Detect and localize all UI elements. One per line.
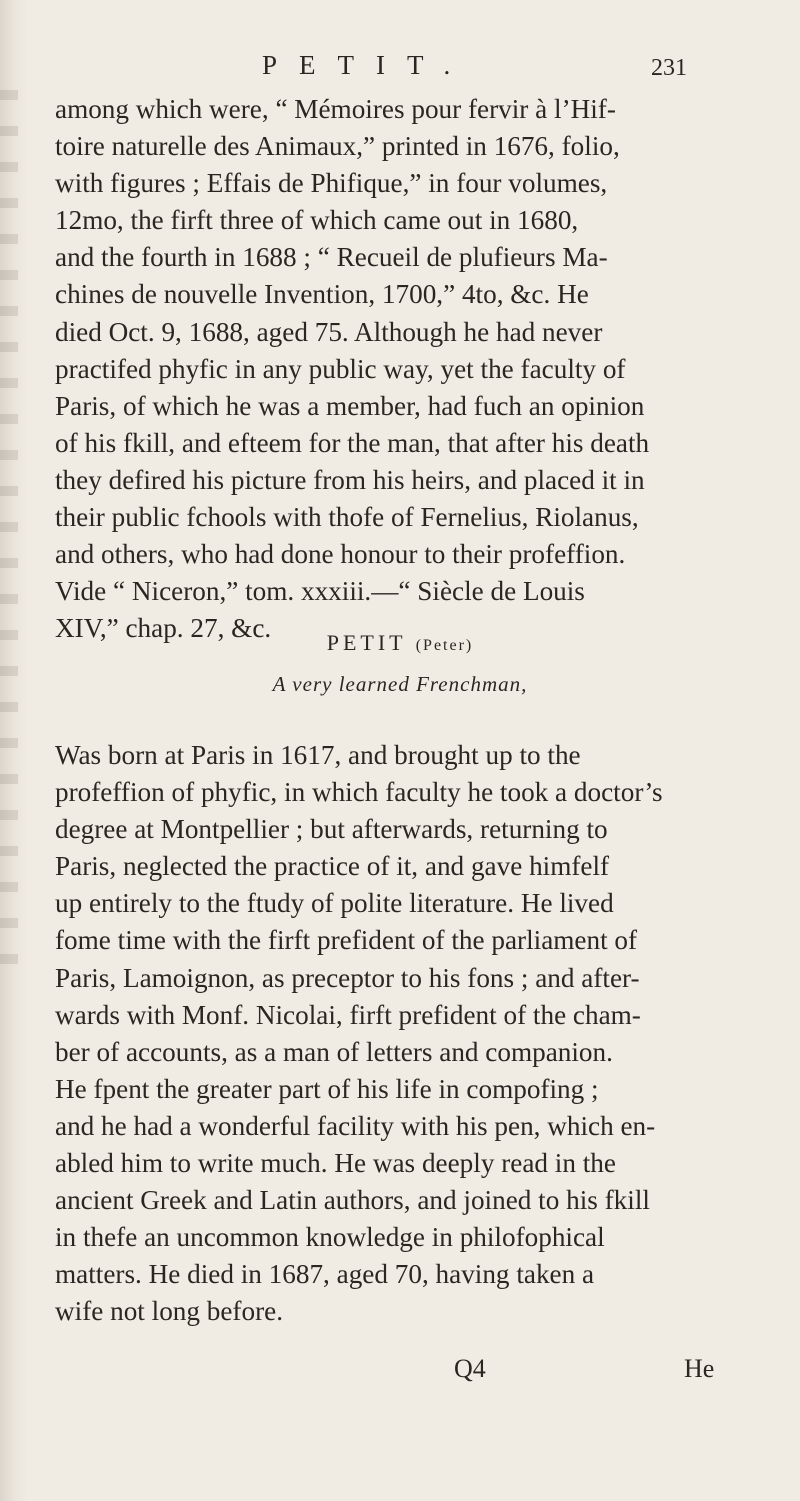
text-line: their public fchools with thofe of Fernelius, Riolanus, xyxy=(55,502,639,533)
section-subtitle: A very learned Frenchman, xyxy=(272,672,528,696)
text-line: and others, who had done honour to their profeffion. xyxy=(55,539,626,570)
text-line: ber of accounts, as a man of letters and companion. xyxy=(55,1036,613,1067)
article-paragraph-continued xyxy=(55,91,755,647)
article-paragraph xyxy=(55,737,755,1331)
text-line: with figures ; Effais de Phifique,” in four volumes, xyxy=(55,168,608,199)
section-heading xyxy=(0,630,800,656)
text-line: Paris, of which he was a member, had fuch an opinion xyxy=(55,390,645,421)
text-line: fome time with the firft prefident of the parliament of xyxy=(55,925,638,956)
text-line: up entirely to the ftudy of polite literature. He lived xyxy=(55,888,614,919)
text-line: practifed phyfic in any public way, yet the faculty of xyxy=(55,353,626,384)
text-line: among which were, “ Mémoires pour fervir à l’Hif- xyxy=(55,94,616,124)
text-line: Vide “ Niceron,” tom. xxxiii.—“ Siècle de Louis xyxy=(55,576,585,607)
text-line: toire naturelle des Animaux,” printed in 1676, folio, xyxy=(55,131,620,162)
text-line: degree at Montpellier ; but afterwards, returning to xyxy=(55,814,608,845)
text-line: Paris, neglected the practice of it, and gave himfelf xyxy=(55,851,610,882)
page-number: 231 xyxy=(651,55,687,81)
text-line: in thefe an uncommon knowledge in philofophical xyxy=(55,1222,605,1253)
heading-surname: PETIT xyxy=(326,630,407,655)
text-line: matters. He died in 1687, aged 70, having taken a xyxy=(55,1259,595,1290)
text-line: He fpent the greater part of his life in compofing ; xyxy=(55,1073,599,1104)
text-line: died Oct. 9, 1688, aged 75. Although he had never xyxy=(55,316,603,347)
text-line: chines de nouvelle Invention, 1700,” 4to, &c. He xyxy=(55,279,589,310)
gutter-shadow xyxy=(0,90,18,990)
text-line: of his fkill, and efteem for the man, that after his death xyxy=(55,427,650,458)
text-line: and he had a wonderful facility with his pen, which en- xyxy=(55,1110,656,1141)
text-line: Paris, Lamoignon, as preceptor to his fons ; and after- xyxy=(55,962,640,993)
text-line: and the fourth in 1688 ; “ Recueil de plufieurs Ma- xyxy=(55,242,608,273)
catchword: He xyxy=(684,1354,715,1383)
text-line: Was born at Paris in 1617, and brought up to the xyxy=(55,740,581,770)
text-line: 12mo, the firft three of which came out in 1680, xyxy=(55,205,579,236)
heading-forename: (Peter) xyxy=(415,637,474,654)
running-head: PETIT. xyxy=(262,50,473,80)
text-line: profeffion of phyfic, in which faculty he took a doctor’s xyxy=(55,777,663,808)
signature-mark: Q4 xyxy=(454,1354,486,1383)
text-line: wards with Monf. Nicolai, firft prefident of the cham- xyxy=(55,999,641,1030)
text-line: XIV,” chap. 27, &c. xyxy=(55,613,272,644)
text-line: they defired his picture from his heirs, and placed it in xyxy=(55,464,645,495)
text-line: wife not long before. xyxy=(55,1296,284,1327)
text-line: ancient Greek and Latin authors, and joined to his fkill xyxy=(55,1185,650,1216)
text-line: abled him to write much. He was deeply read in the xyxy=(55,1148,616,1179)
